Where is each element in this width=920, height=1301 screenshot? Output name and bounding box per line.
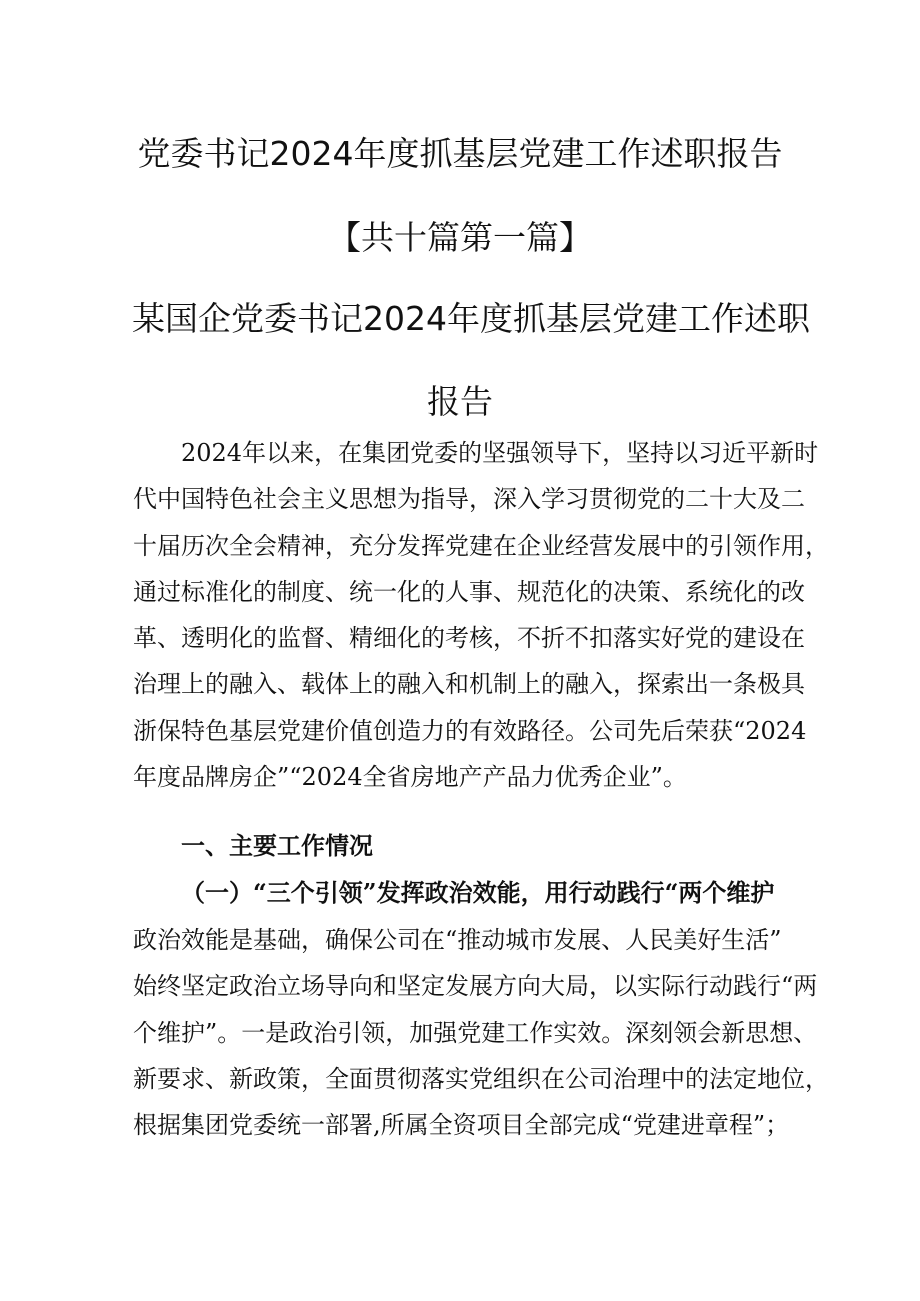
- paragraph-line: 始终坚定政治立场导向和坚定发展方向大局，以实际行动践行“两: [133, 972, 818, 1001]
- paragraph-line: 通过标准化的制度、统一化的人事、规范化的决策、系统化的改: [133, 577, 805, 606]
- document-series-label: 【共十篇第一篇】: [328, 218, 592, 257]
- document-title: 党委书记2024年度抓基层党建工作述职报告: [137, 134, 783, 173]
- paragraph-line: 革、透明化的监督、精细化的考核，不折不扣落实好党的建设在: [133, 624, 805, 653]
- paragraph-line: 浙保特色基层党建价值创造力的有效路径。公司先后荣获“2024: [133, 716, 807, 745]
- subsection-heading: （一）“三个引领”发挥政治效能，用行动践行“两个维护: [181, 878, 775, 907]
- paragraph-line: 代中国特色社会主义思想为指导，深入学习贯彻党的二十大及二: [133, 485, 805, 514]
- paragraph-line: 2024年以来，在集团党委的坚强领导下，坚持以习近平新时: [181, 439, 819, 467]
- paragraph-line: 年度品牌房企”“2024全省房地产产品力优秀企业”。: [133, 763, 687, 792]
- intro-paragraph: [133, 430, 829, 800]
- paragraph-line: 根据集团党委统一部署,所属全资项目全部完成“党建进章程”；: [133, 1111, 790, 1140]
- paragraph-line: 新要求、新政策，全面贯彻落实党组织在公司治理中的法定地位，: [133, 1064, 829, 1093]
- paragraph-line: 个维护”。一是政治引领，加强党建工作实效。深刻领会新思想、: [133, 1018, 818, 1047]
- section-heading: 一、主要工作情况: [181, 831, 373, 860]
- document-subtitle-continued: 报告: [427, 382, 493, 421]
- paragraph-line: 十届历次全会精神，充分发挥党建在企业经营发展中的引领作用，: [133, 531, 829, 560]
- body-paragraph: [133, 917, 829, 1148]
- paragraph-line: 政治效能是基础，确保公司在“推动城市发展、人民美好生活”: [133, 926, 782, 954]
- document-subtitle: 某国企党委书记2024年度抓基层党建工作述职: [132, 299, 810, 338]
- paragraph-line: 治理上的融入、载体上的融入和机制上的融入，探索出一条极具: [133, 670, 805, 699]
